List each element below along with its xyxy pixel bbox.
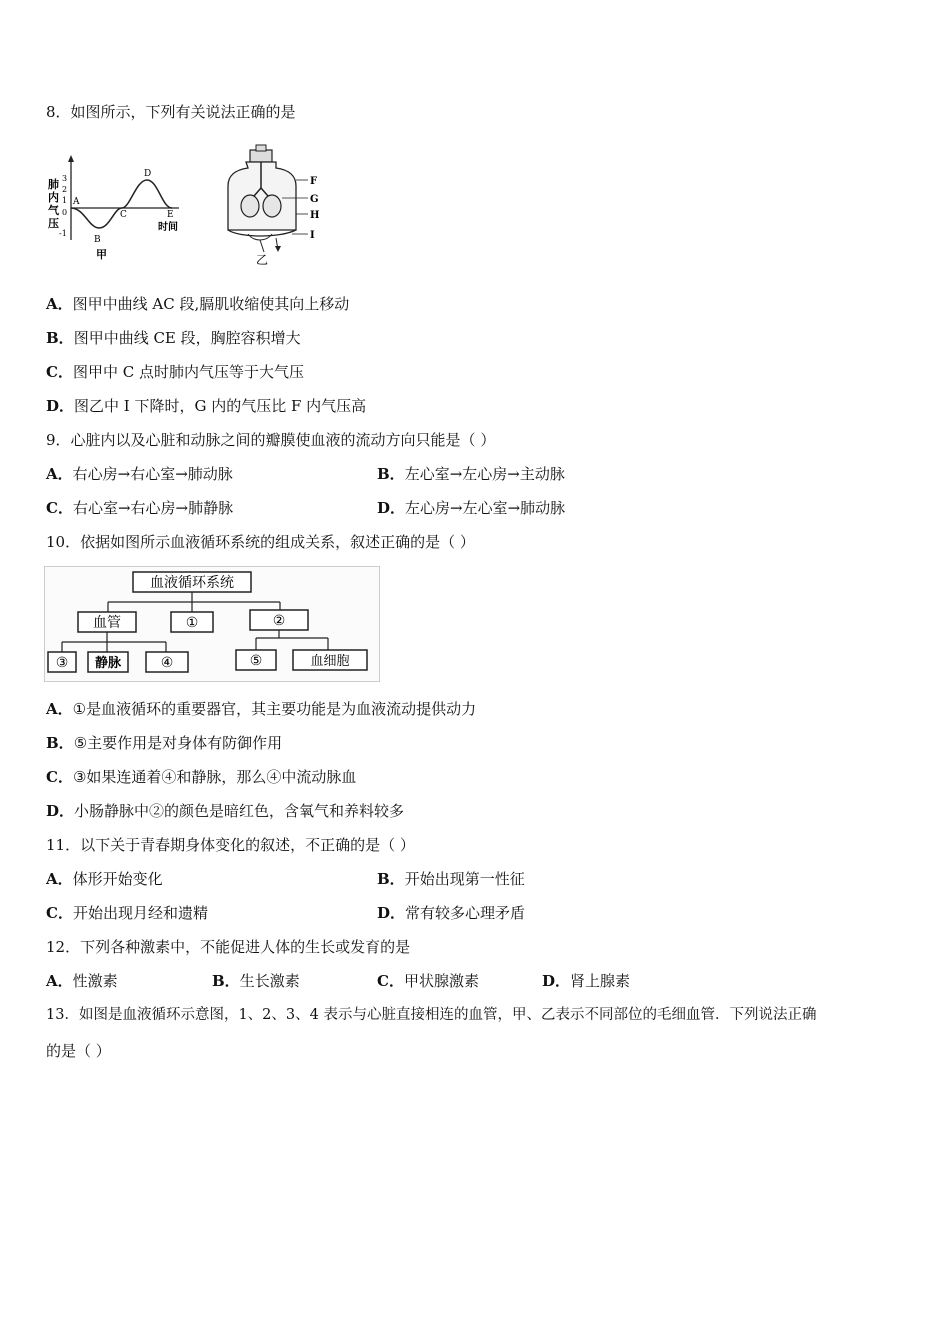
option-text: 右心房→右心室→肺动脉	[72, 465, 233, 483]
q8-option-b[interactable]	[46, 328, 301, 348]
label-F: F	[310, 176, 318, 187]
q10-stem: 10．依据如图所示血液循环系统的组成关系，叙述正确的是（ ）	[46, 533, 475, 551]
option-letter: A．	[46, 870, 73, 888]
n5-label: ⑤	[249, 653, 263, 669]
option-letter: D．	[542, 972, 571, 990]
q9-option-c[interactable]	[46, 498, 233, 518]
option-text: 图甲中曲线 AC 段,膈肌收缩使其向上移动	[72, 295, 350, 313]
option-text: 左心房→左心室→肺动脉	[405, 499, 566, 517]
q8-stem: 8．如图所示，下列有关说法正确的是	[46, 103, 296, 121]
option-letter: A．	[46, 295, 73, 313]
q8-option-a[interactable]	[46, 294, 349, 314]
q9-option-b[interactable]	[377, 464, 565, 484]
stopper	[250, 150, 272, 162]
n2-label: ②	[272, 613, 286, 629]
point-label: E	[167, 210, 174, 220]
q11-option-a[interactable]	[46, 869, 163, 889]
q10-diagram	[44, 566, 380, 682]
q10-option-c[interactable]	[46, 767, 356, 787]
balloon-right	[263, 195, 281, 217]
option-letter: C．	[46, 904, 73, 922]
q12-option-d[interactable]	[542, 971, 630, 991]
option-text: 左心室→左心房→主动脉	[404, 465, 565, 483]
q13-stem-line2: 的是（ ）	[46, 1042, 111, 1060]
option-letter: A．	[46, 972, 73, 990]
option-letter: B．	[377, 465, 405, 483]
q12-option-b[interactable]	[212, 971, 300, 991]
caption: 甲	[96, 248, 107, 261]
point-label: B	[94, 235, 101, 245]
ylabel-char: 内	[48, 191, 59, 204]
caption: 乙	[256, 253, 269, 267]
n1-label: ①	[185, 615, 199, 631]
q10-option-a[interactable]	[46, 699, 476, 719]
q9-option-d[interactable]	[377, 498, 565, 518]
option-text: 右心室→右心房→肺静脉	[72, 499, 234, 517]
q11-option-c[interactable]	[46, 903, 208, 923]
q12-option-c[interactable]	[377, 971, 479, 991]
option-text: 开始出现月经和遗精	[72, 904, 208, 922]
option-text: 图乙中 I 下降时，G 内的气压比 F 内气压高	[74, 397, 367, 415]
option-letter: D．	[46, 397, 75, 415]
option-letter: A．	[46, 465, 73, 483]
point-label: A	[73, 197, 80, 207]
label-G: G	[310, 194, 319, 205]
option-text: 性激素	[72, 972, 118, 990]
ytick: 0	[62, 208, 68, 217]
option-letter: B．	[212, 972, 240, 990]
ytick: 1	[62, 196, 68, 205]
n3-label: ③	[55, 655, 69, 671]
option-letter: C．	[46, 768, 73, 786]
q12-stem: 12．下列各种激素中，不能促进人体的生长或发育的是	[46, 938, 411, 956]
n4-label: ④	[160, 655, 174, 671]
q11-stem: 11．以下关于青春期身体变化的叙述，不正确的是（ ）	[46, 836, 415, 854]
option-text: 甲状腺激素	[403, 972, 479, 990]
vein-label: 静脉	[94, 656, 122, 671]
vessel-label: 血管	[93, 615, 121, 631]
q12-option-a[interactable]	[46, 971, 118, 991]
option-text: 肾上腺素	[570, 972, 631, 990]
option-letter: C．	[46, 499, 73, 517]
option-letter: B．	[46, 329, 74, 347]
stopper-top	[256, 145, 266, 151]
option-text: 开始出现第一性征	[404, 870, 525, 888]
q8-figure-jia	[44, 150, 194, 265]
option-text: ③如果连通着④和静脉，那么④中流动脉血	[72, 768, 357, 786]
point-label: D	[144, 169, 152, 179]
option-text: 生长激素	[239, 972, 300, 990]
q8-figure-yi	[220, 142, 330, 272]
q13-stem-line1: 13．如图是血液循环示意图，1、2、3、4 表示与心脏直接相连的血管，甲、乙表示不同部位的毛细血管．下列说法正确	[46, 1007, 817, 1023]
ytick: 3	[62, 174, 68, 183]
option-text: 图甲中 C 点时肺内气压等于大气压	[72, 363, 304, 381]
balloon-left	[241, 195, 259, 217]
xlabel: 时间	[158, 222, 178, 233]
q9-option-a[interactable]	[46, 464, 233, 484]
option-letter: A．	[46, 700, 73, 718]
option-text: 体形开始变化	[72, 870, 163, 888]
q10-option-b[interactable]	[46, 733, 282, 753]
option-letter: B．	[46, 734, 74, 752]
q11-option-b[interactable]	[377, 869, 525, 889]
label-H: H	[310, 210, 320, 221]
ytick: -1	[59, 229, 67, 238]
bell-jar	[228, 162, 296, 230]
label-I: I	[310, 230, 315, 241]
pressure-curve	[71, 180, 172, 228]
y-axis-arrow	[68, 155, 74, 162]
option-letter: D．	[46, 802, 75, 820]
q10-option-d[interactable]	[46, 801, 404, 821]
point-label: C	[120, 210, 127, 220]
option-text: 常有较多心理矛盾	[405, 904, 526, 922]
q8-option-c[interactable]	[46, 362, 304, 382]
cells-label: 血细胞	[310, 654, 350, 669]
ylabel-char: 气	[48, 204, 59, 217]
option-letter: C．	[46, 363, 73, 381]
option-letter: D．	[377, 904, 406, 922]
q8-option-d[interactable]	[46, 396, 366, 416]
option-text: 小肠静脉中②的颜色是暗红色，含氧气和养料较多	[74, 802, 405, 820]
option-text: ①是血液循环的重要器官，其主要功能是为血液流动提供动力	[72, 700, 477, 718]
membrane	[228, 230, 296, 236]
ytick: 2	[62, 185, 68, 194]
option-text: 图甲中曲线 CE 段，胸腔容积增大	[73, 329, 301, 347]
option-letter: B．	[377, 870, 405, 888]
option-text: ⑤主要作用是对身体有防御作用	[73, 734, 283, 752]
ylabel-char: 肺	[48, 178, 59, 191]
q11-option-d[interactable]	[377, 903, 525, 923]
option-letter: C．	[377, 972, 404, 990]
q9-stem: 9．心脏内以及心脏和动脉之间的瓣膜使血液的流动方向只能是（ ）	[46, 431, 496, 449]
ylabel-char: 压	[48, 217, 59, 230]
option-letter: D．	[377, 499, 406, 517]
root-label: 血液循环系统	[150, 575, 234, 591]
